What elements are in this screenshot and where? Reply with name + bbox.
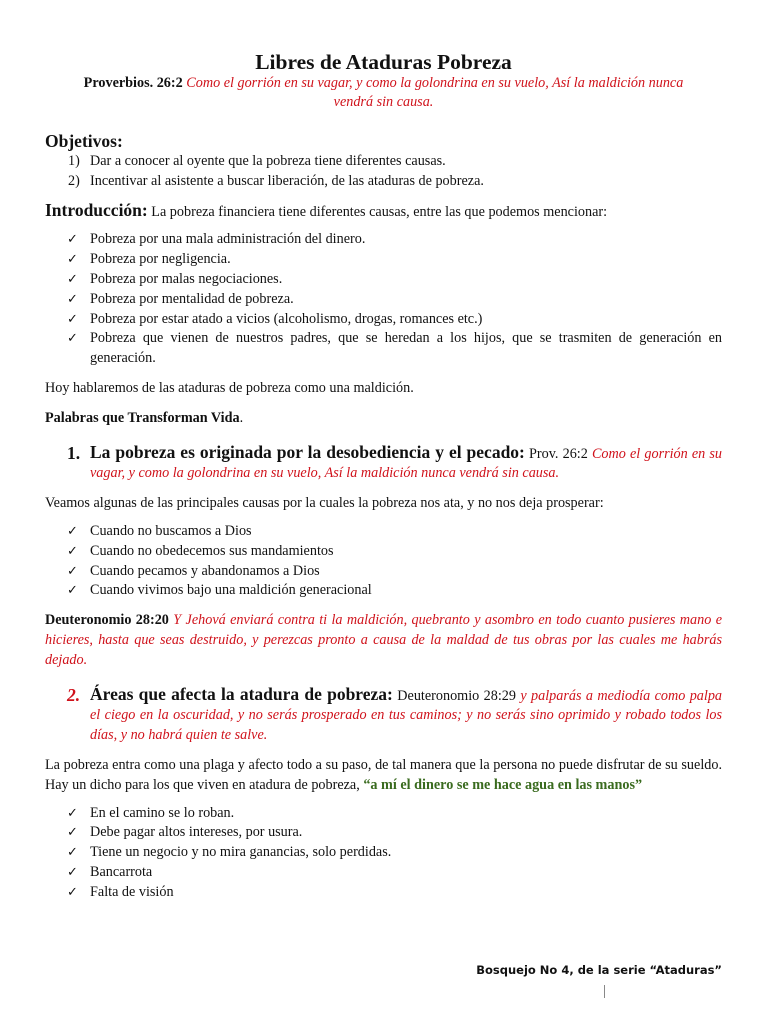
list-item bbox=[67, 843, 722, 863]
check-mark-icon: ✓ bbox=[67, 543, 78, 559]
check-mark-icon: ✓ bbox=[67, 583, 78, 599]
item-text: Cuando no buscamos a Dios bbox=[90, 522, 252, 539]
check-mark-icon: ✓ bbox=[67, 845, 78, 861]
header-verse-ref: Proverbios. 26:2 bbox=[83, 75, 183, 91]
list-item bbox=[67, 329, 722, 369]
list-item bbox=[67, 883, 722, 903]
list-item bbox=[67, 250, 722, 270]
item-text: En el camino se lo roban. bbox=[90, 804, 235, 821]
item-text: Pobreza que vienen de nuestros padres, que se heredan a los hijos, que se trasmiten de generación en generación. bbox=[90, 330, 722, 367]
check-mark-icon: ✓ bbox=[67, 523, 78, 539]
causas-list bbox=[45, 522, 722, 601]
introduccion bbox=[45, 201, 722, 223]
item-text: Cuando vivimos bajo una maldición generacional bbox=[90, 582, 372, 599]
point-1 bbox=[45, 443, 722, 485]
item-text: Pobreza por una mala administración del dinero. bbox=[90, 231, 366, 248]
point-number: 1. bbox=[67, 442, 81, 463]
list-item bbox=[68, 152, 722, 172]
item-text: Cuando pecamos y abandonamos a Dios bbox=[90, 562, 320, 579]
check-mark-icon: ✓ bbox=[67, 805, 78, 821]
veamos-paragraph: Veamos algunas de las principales causas por la cuales la pobreza nos ata, y no nos deja prosperar: bbox=[45, 495, 604, 512]
palabras-text: Palabras que Transforman Vida bbox=[45, 409, 240, 426]
palabras-heading: Palabras que Transforman Vida. bbox=[45, 409, 244, 426]
page-footer: Bosquejo No 4, de la serie “Ataduras” bbox=[476, 963, 722, 977]
text-cursor bbox=[604, 985, 605, 998]
list-item bbox=[67, 290, 722, 310]
objetivos-list bbox=[45, 152, 722, 192]
list-item bbox=[67, 581, 722, 601]
check-mark-icon: ✓ bbox=[67, 825, 78, 841]
item-text: Pobreza por malas negociaciones. bbox=[90, 270, 283, 287]
plaga-quote: “a mí el dinero se me hace agua en las manos” bbox=[363, 776, 643, 793]
list-item bbox=[67, 270, 722, 290]
item-text: Pobreza por mentalidad de pobreza. bbox=[90, 290, 294, 307]
header-verse-text: Como el gorrión en su vagar, y como la golondrina en su vuelo, Así la maldición nunca vendrá sin causa. bbox=[186, 75, 684, 110]
point-title: Áreas que afecta la atadura de pobreza: bbox=[90, 683, 393, 704]
check-mark-icon: ✓ bbox=[67, 271, 78, 287]
point-number: 2. bbox=[67, 684, 81, 705]
verse-text: Y Jehová enviará contra ti la maldición, quebranto y asombro en todo cuanto pusieres mano e hicieres, hasta que seas destruido, y perezcas pronto a causa de la maldad de tus obras por las cuales me habrás dejado. bbox=[45, 612, 723, 668]
point-ref: Deuteronomio 28:29 bbox=[397, 687, 516, 704]
point-ref: Prov. 26:2 bbox=[529, 445, 588, 462]
document-title: Libres de Ataduras Pobreza bbox=[255, 50, 512, 74]
list-item bbox=[67, 823, 722, 843]
objetivos-heading: Objetivos: bbox=[45, 131, 123, 151]
hoy-paragraph: Hoy hablaremos de las ataduras de pobreza como una maldición. bbox=[45, 379, 414, 396]
introduccion-list bbox=[45, 230, 722, 369]
introduccion-heading: Introducción: bbox=[45, 199, 148, 220]
point-title: La pobreza es originada por la desobediencia y el pecado: bbox=[90, 441, 525, 462]
introduccion-text: La pobreza financiera tiene diferentes causas, entre las que podemos mencionar: bbox=[151, 203, 608, 220]
plaga-text: La pobreza entra como una plaga y afecto todo a su paso, de tal manera que la persona no puede disfrutar de su sueldo. Hay un dicho para los que viven en atadura de pobreza, bbox=[45, 756, 722, 793]
item-text: Dar a conocer al oyente que la pobreza tiene diferentes causas. bbox=[90, 153, 446, 169]
check-mark-icon: ✓ bbox=[67, 232, 78, 248]
verse-ref: Deuteronomio 28:20 bbox=[45, 612, 169, 629]
item-text: Debe pagar altos intereses, por usura. bbox=[90, 824, 303, 841]
list-item bbox=[67, 310, 722, 330]
point-verse: y palparás a mediodía como palpa el ciego en la oscuridad, y no serás prosperado en tus caminos; y no serás sino oprimido y robado todos los días, y no habrá quien te salve. bbox=[90, 687, 723, 744]
plaga-paragraph bbox=[45, 756, 722, 796]
list-item bbox=[67, 562, 722, 582]
item-text: Incentivar al asistente a buscar liberación, de las ataduras de pobreza. bbox=[90, 172, 484, 189]
check-mark-icon: ✓ bbox=[67, 864, 78, 880]
document-page bbox=[45, 50, 722, 903]
check-mark-icon: ✓ bbox=[67, 311, 78, 327]
list-item bbox=[68, 172, 722, 192]
item-text: Cuando no obedecemos sus mandamientos bbox=[90, 542, 334, 559]
check-mark-icon: ✓ bbox=[67, 563, 78, 579]
check-mark-icon: ✓ bbox=[67, 331, 78, 347]
deuteronomio-28-20 bbox=[45, 611, 722, 670]
item-text: Falta de visión bbox=[90, 883, 174, 900]
check-mark-icon: ✓ bbox=[67, 291, 78, 307]
item-text: Bancarrota bbox=[90, 863, 153, 880]
point-2 bbox=[45, 685, 722, 746]
list-item bbox=[67, 863, 722, 883]
check-mark-icon: ✓ bbox=[67, 252, 78, 268]
list-item bbox=[67, 542, 722, 562]
point-verse: Como el gorrión en su vagar, y como la golondrina en su vuelo, Así la maldición nunca vendrá sin causa. bbox=[90, 445, 723, 482]
list-item bbox=[67, 522, 722, 542]
item-text: Pobreza por negligencia. bbox=[90, 251, 231, 268]
item-text: Pobreza por estar atado a vicios (alcoholismo, drogas, romances etc.) bbox=[90, 310, 483, 327]
item-text: Tiene un negocio y no mira ganancias, solo perdidas. bbox=[90, 844, 392, 861]
list-item bbox=[67, 230, 722, 250]
item-number: 1) bbox=[68, 153, 80, 169]
efectos-list bbox=[45, 804, 722, 903]
header-verse bbox=[65, 74, 702, 112]
list-item bbox=[67, 804, 722, 824]
check-mark-icon: ✓ bbox=[67, 884, 78, 900]
item-number: 2) bbox=[68, 172, 80, 189]
